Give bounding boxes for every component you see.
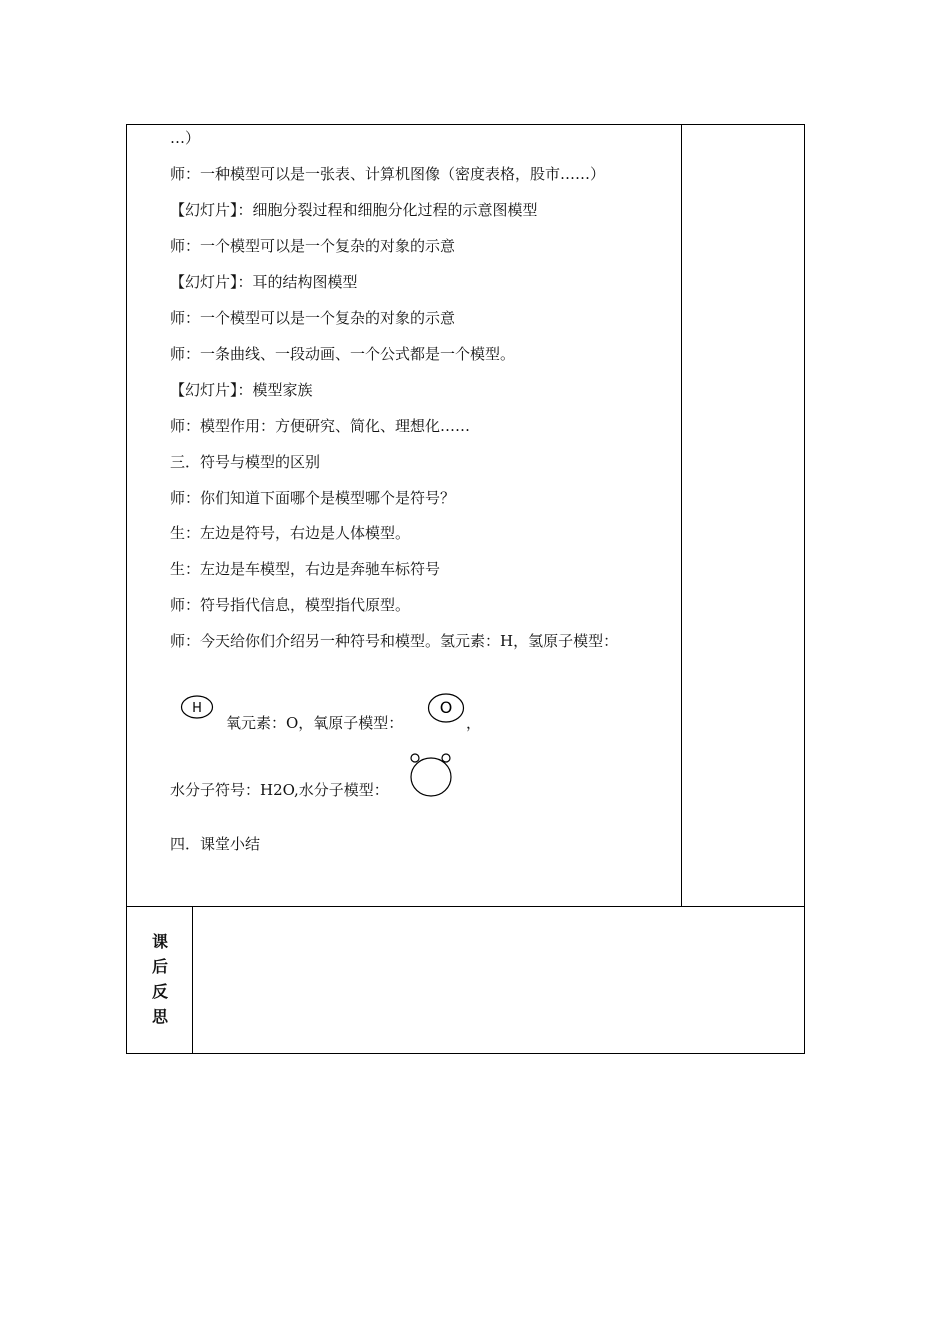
text-line-14: 师：符号指代信息，模型指代原型。 <box>170 596 411 614</box>
text-line-1: …） <box>170 129 201 147</box>
water-molecule-model <box>407 750 455 800</box>
lesson-table <box>126 124 805 1054</box>
text-line-7: 师：一条曲线、一段动画、一个公式都是一个模型。 <box>170 345 516 363</box>
oxygen-comma: ， <box>466 714 482 732</box>
reflection-label-char-4: 思 <box>151 1007 168 1026</box>
reflection-label-char-2: 后 <box>151 957 168 976</box>
oxygen-atom-model <box>427 692 465 724</box>
text-line-15: 师：今天给你们介绍另一种符号和模型。氢元素：H，氢原子模型： <box>170 632 619 650</box>
text-line-12: 生：左边是符号，右边是人体模型。 <box>170 524 411 542</box>
reflection-row-divider <box>126 906 805 907</box>
text-line-9: 师：模型作用：方便研究、简化、理想化…… <box>170 417 471 435</box>
section-heading-4: 四．课堂小结 <box>170 835 261 853</box>
reflection-label-char-3: 反 <box>151 982 168 1001</box>
text-line-13: 生：左边是车模型，右边是奔驰车标符号 <box>170 560 441 578</box>
text-line-2: 师：一种模型可以是一张表、计算机图像（密度表格，股市……） <box>170 165 606 183</box>
water-text: 水分子符号：H2O,水分子模型： <box>170 781 389 799</box>
hydrogen-atom-model <box>180 694 214 720</box>
oxygen-text: 氧元素：O，氧原子模型： <box>226 714 404 732</box>
notes-column-divider <box>681 124 682 907</box>
text-line-4: 师：一个模型可以是一个复杂的对象的示意 <box>170 237 456 255</box>
oxygen-atom-letter: O <box>439 698 453 717</box>
hydrogen-atom-letter: H <box>192 701 202 716</box>
section-heading-3: 三．符号与模型的区别 <box>170 453 321 471</box>
text-line-8: 【幻灯片】：模型家族 <box>170 381 313 399</box>
reflection-label-divider <box>192 906 193 1054</box>
text-line-5: 【幻灯片】：耳的结构图模型 <box>170 273 358 291</box>
text-line-6: 师：一个模型可以是一个复杂的对象的示意 <box>170 309 456 327</box>
text-line-3: 【幻灯片】：细胞分裂过程和细胞分化过程的示意图模型 <box>170 201 538 219</box>
reflection-label-char-1: 课 <box>151 932 168 951</box>
text-line-11: 师：你们知道下面哪个是模型哪个是符号？ <box>170 489 456 507</box>
